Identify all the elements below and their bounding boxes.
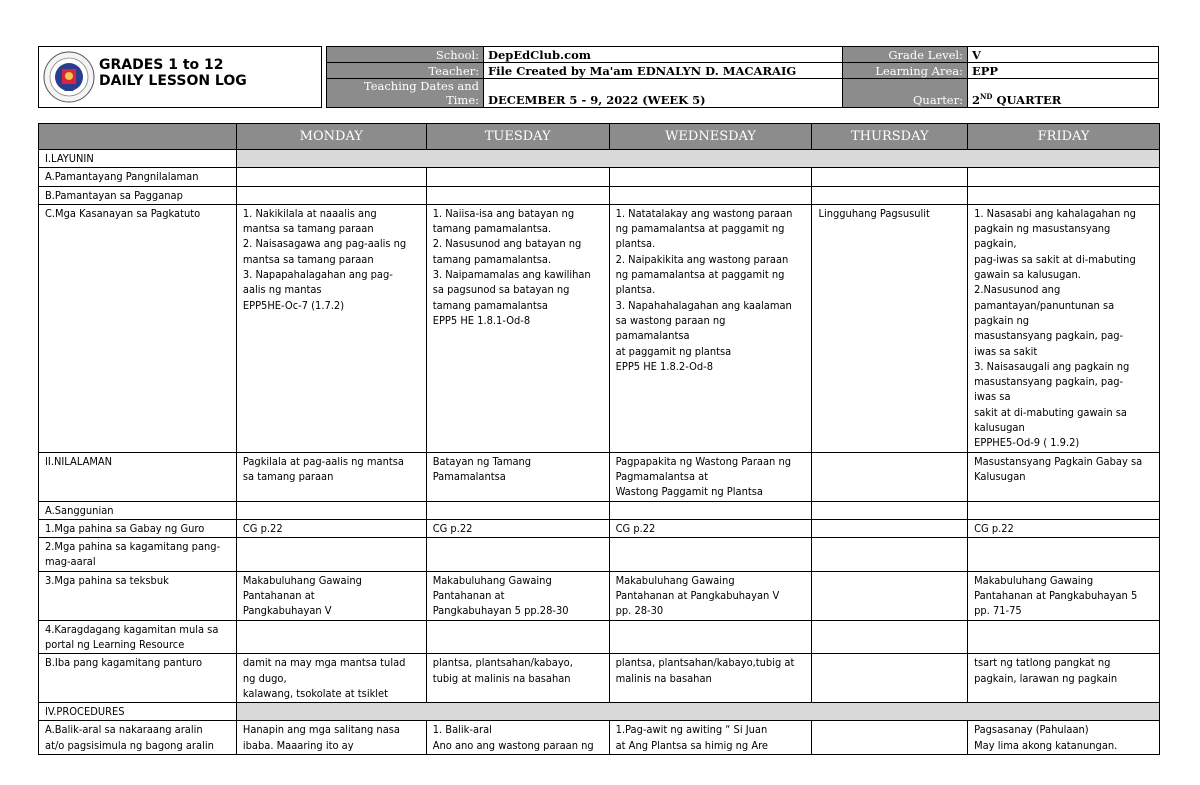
nilalaman-friday bbox=[968, 452, 1160, 501]
row-label-karagdagang-line2: portal ng Learning Resource bbox=[45, 637, 185, 651]
iba-tuesday bbox=[426, 654, 609, 703]
row-label-balik bbox=[39, 721, 237, 755]
kasanayan-wednesday bbox=[609, 204, 812, 452]
row-label-kagamitang-line2: mag-aaral bbox=[45, 555, 96, 569]
balik-tuesday bbox=[426, 721, 609, 755]
cell-line: at Ang Plantsa sa himig ng Are bbox=[615, 738, 769, 752]
cell-line: Batayan ng Tamang bbox=[432, 454, 532, 468]
cell-line: sa tamang paraan bbox=[242, 469, 334, 483]
cell-line: plantsa. bbox=[615, 283, 656, 297]
cell-line: tamang pamamalantsa. bbox=[432, 222, 552, 236]
cell-line: masustansyang pagkain, pag- bbox=[974, 329, 1124, 343]
cell-line: damit na may mga mantsa tulad bbox=[242, 656, 406, 670]
nilalaman-thursday bbox=[812, 452, 968, 501]
cell-line: Makabuluhang Gawaing bbox=[242, 573, 362, 587]
cell-line: pamamalantsa bbox=[615, 329, 690, 343]
cell-line: tsart ng tatlong pangkat ng bbox=[974, 656, 1111, 670]
grade-value: V bbox=[968, 47, 1159, 63]
section-band bbox=[236, 703, 1159, 721]
row-label-sanggunian: A.Sanggunian bbox=[39, 501, 237, 519]
iba-monday bbox=[236, 654, 426, 703]
balik-thursday bbox=[812, 721, 968, 755]
cell-line: Pagmamalantsa at bbox=[615, 469, 709, 483]
row-label-procedures: IV.PROCEDURES bbox=[39, 703, 237, 721]
row-label-pagganap: B.Pamantayan sa Pagganap bbox=[39, 186, 237, 204]
cell-line: pp. 28-30 bbox=[615, 604, 664, 618]
cell-line: ng dugo, bbox=[242, 671, 287, 685]
table-row bbox=[39, 654, 1160, 703]
cell-line: Pangkabuhayan 5 pp.28-30 bbox=[432, 604, 569, 618]
gabay-thursday bbox=[812, 519, 968, 537]
cell-line: mantsa sa tamang paraan bbox=[242, 222, 374, 236]
row-label-pangnilalaman: A.Pamantayang Pangnilalaman bbox=[39, 168, 237, 186]
day-header-tuesday: TUESDAY bbox=[426, 124, 609, 150]
cell-line: pamantayan/panuntunan sa bbox=[974, 298, 1115, 312]
cell bbox=[968, 501, 1160, 519]
cell bbox=[609, 186, 812, 204]
table-row bbox=[39, 721, 1160, 755]
day-header-friday: FRIDAY bbox=[968, 124, 1160, 150]
cell-line: Pagsasanay (Pahulaan) bbox=[974, 723, 1089, 737]
cell bbox=[236, 620, 426, 654]
header-title-box bbox=[38, 46, 322, 108]
row-label-balik-line1: A.Balik-aral sa nakaraang aralin bbox=[45, 723, 203, 737]
cell-line: plantsa, plantsahan/kabayo, bbox=[432, 656, 573, 670]
cell-line: Kalusugan bbox=[974, 469, 1026, 483]
cell-line: pagkain ng masustansyang bbox=[974, 222, 1111, 236]
gabay-friday: CG p.22 bbox=[968, 519, 1160, 537]
cell-line: pag-iwas sa sakit at di-mabuting bbox=[974, 252, 1136, 266]
lesson-log-table bbox=[38, 123, 1160, 755]
row-label-balik-line2: at/o pagsisimula ng bagong aralin bbox=[45, 738, 214, 752]
row-label-nilalaman: II.NILALAMAN bbox=[39, 452, 237, 501]
cell-line: Wastong Paggamit ng Plantsa bbox=[615, 485, 763, 499]
cell-line: tamang pamamalantsa bbox=[432, 298, 548, 312]
cell-line: Pantahanan at Pangkabuhayan 5 bbox=[974, 589, 1138, 603]
iba-friday bbox=[968, 654, 1160, 703]
quarter-value bbox=[968, 79, 1159, 108]
cell-line: Makabuluhang Gawaing bbox=[615, 573, 735, 587]
cell-line: 2. Naisasagawa ang pag-aalis ng bbox=[242, 237, 407, 251]
grade-label: Grade Level: bbox=[843, 47, 968, 63]
row-label-kagamitang-line1: 2.Mga pahina sa kagamitang pang- bbox=[45, 540, 221, 554]
table-row bbox=[39, 538, 1160, 572]
cell-line: masustansyang pagkain, pag- bbox=[974, 375, 1124, 389]
cell-line: tamang pamamalantsa. bbox=[432, 252, 552, 266]
cell bbox=[968, 186, 1160, 204]
row-label-kagamitang bbox=[39, 538, 237, 572]
school-value: DepEdClub.com bbox=[484, 47, 843, 63]
dates-label-line1: Teaching Dates and bbox=[363, 79, 479, 93]
cell-line: EPP5HE-Oc-7 (1.7.2) bbox=[242, 298, 345, 312]
kasanayan-thursday bbox=[812, 204, 968, 452]
teksbuk-friday bbox=[968, 571, 1160, 620]
balik-monday bbox=[236, 721, 426, 755]
cell bbox=[812, 186, 968, 204]
nilalaman-tuesday bbox=[426, 452, 609, 501]
cell-line: plantsa. bbox=[615, 237, 656, 251]
kasanayan-tuesday bbox=[426, 204, 609, 452]
cell-line: 2. Naipakikita ang wastong paraan bbox=[615, 252, 789, 266]
table-row bbox=[39, 204, 1160, 452]
gabay-wednesday: CG p.22 bbox=[609, 519, 812, 537]
row-label-kasanayan: C.Mga Kasanayan sa Pagkatuto bbox=[39, 204, 237, 452]
table-row bbox=[39, 150, 1160, 168]
cell bbox=[609, 538, 812, 572]
cell-line: Pantahanan at Pangkabuhayan V bbox=[615, 589, 780, 603]
header-title-line2: DAILY LESSON LOG bbox=[99, 73, 247, 89]
cell-line: 3. Napapahalagahan ang pag- bbox=[242, 268, 393, 282]
balik-wednesday bbox=[609, 721, 812, 755]
quarter-word: QUARTER bbox=[992, 93, 1062, 107]
quarter-label: Quarter: bbox=[843, 79, 968, 108]
dates-value: DECEMBER 5 - 9, 2022 (WEEK 5) bbox=[484, 79, 843, 108]
cell bbox=[812, 538, 968, 572]
cell bbox=[812, 501, 968, 519]
cell-line: May lima akong katanungan. bbox=[974, 738, 1118, 752]
cell-line: 1. Nakikilala at naaalis ang bbox=[242, 206, 377, 220]
teksbuk-tuesday bbox=[426, 571, 609, 620]
cell-line: Pagpapakita ng Wastong Paraan ng bbox=[615, 454, 792, 468]
cell-line: Pantahanan at bbox=[432, 589, 505, 603]
cell-line: 3. Napahahalagahan ang kaalaman bbox=[615, 298, 792, 312]
kasanayan-monday bbox=[236, 204, 426, 452]
row-label-iba: B.Iba pang kagamitang panturo bbox=[39, 654, 237, 703]
cell bbox=[426, 620, 609, 654]
gabay-monday: CG p.22 bbox=[236, 519, 426, 537]
cell bbox=[236, 538, 426, 572]
cell-line: EPP5 HE 1.8.1-Od-8 bbox=[432, 313, 531, 327]
cell bbox=[968, 538, 1160, 572]
gabay-tuesday: CG p.22 bbox=[426, 519, 609, 537]
cell bbox=[609, 501, 812, 519]
row-label-teksbuk: 3.Mga pahina sa teksbuk bbox=[39, 571, 237, 620]
cell-line: Masustansyang Pagkain Gabay sa bbox=[974, 454, 1143, 468]
teksbuk-thursday bbox=[812, 571, 968, 620]
cell-line: tubig at malinis na basahan bbox=[432, 671, 571, 685]
header-title-line1: GRADES 1 to 12 bbox=[99, 57, 224, 73]
row-label-layunin: I.LAYUNIN bbox=[39, 150, 237, 168]
nilalaman-monday bbox=[236, 452, 426, 501]
cell bbox=[609, 168, 812, 186]
corner-header bbox=[39, 124, 237, 150]
cell-line: Pagkilala at pag-aalis ng mantsa bbox=[242, 454, 404, 468]
row-label-karagdagang-line1: 4.Karagdagang kagamitan mula sa bbox=[45, 622, 219, 636]
cell-line: ng pamamalantsa at paggamit ng bbox=[615, 268, 785, 282]
cell-line: Hanapin ang mga salitang nasa bbox=[242, 723, 400, 737]
cell-line: Pamamalantsa bbox=[432, 469, 506, 483]
cell-line: 1. Natatalakay ang wastong paraan bbox=[615, 206, 793, 220]
cell-line: EPP5 HE 1.8.2-Od-8 bbox=[615, 359, 714, 373]
cell-line: pagkain, bbox=[974, 237, 1017, 251]
cell-line: kalawang, tsokolate at tsiklet bbox=[242, 686, 389, 700]
cell bbox=[609, 620, 812, 654]
cell-line: ng pamamalantsa at paggamit ng bbox=[615, 222, 785, 236]
teacher-value: File Created by Ma'am EDNALYN D. MACARAIG bbox=[484, 63, 843, 79]
cell-line: 2. Nasusunod ang batayan ng bbox=[432, 237, 582, 251]
cell bbox=[236, 168, 426, 186]
dates-label-line2: Time: bbox=[446, 93, 479, 107]
cell bbox=[426, 186, 609, 204]
cell-line: 2.Nasusunod ang bbox=[974, 283, 1061, 297]
cell-line: kalusugan bbox=[974, 421, 1025, 435]
area-value: EPP bbox=[968, 63, 1159, 79]
teksbuk-monday bbox=[236, 571, 426, 620]
teksbuk-wednesday bbox=[609, 571, 812, 620]
cell-line: iwas sa bbox=[974, 390, 1011, 404]
cell-line: mantsa sa tamang paraan bbox=[242, 252, 374, 266]
day-header-monday: MONDAY bbox=[236, 124, 426, 150]
cell bbox=[426, 168, 609, 186]
area-label: Learning Area: bbox=[843, 63, 968, 79]
table-row bbox=[39, 703, 1160, 721]
teacher-label: Teacher: bbox=[327, 63, 484, 79]
table-row bbox=[39, 452, 1160, 501]
cell bbox=[426, 501, 609, 519]
iba-thursday bbox=[812, 654, 968, 703]
table-row bbox=[39, 620, 1160, 654]
cell-line: Lingguhang Pagsusulit bbox=[818, 206, 930, 220]
dates-label bbox=[327, 79, 484, 108]
cell-line: 1. Balik-aral bbox=[432, 723, 492, 737]
cell-line: iwas sa sakit bbox=[974, 344, 1038, 358]
quarter-suffix: ND bbox=[980, 92, 993, 102]
quarter-number: 2 bbox=[972, 93, 981, 107]
cell bbox=[812, 168, 968, 186]
table-row bbox=[39, 519, 1160, 537]
cell-line: Pantahanan at bbox=[242, 589, 315, 603]
cell-line: aalis ng mantas bbox=[242, 283, 322, 297]
cell-line: plantsa, plantsahan/kabayo,tubig at bbox=[615, 656, 795, 670]
table-row bbox=[39, 501, 1160, 519]
cell-line: sakit at di-mabuting gawain sa bbox=[974, 405, 1127, 419]
cell-line: at paggamit ng plantsa bbox=[615, 344, 732, 358]
cell bbox=[968, 620, 1160, 654]
cell-line: malinis na basahan bbox=[615, 671, 712, 685]
school-label: School: bbox=[327, 47, 484, 63]
day-header-thursday: THURSDAY bbox=[812, 124, 968, 150]
cell-line: 3. Naisasaugali ang pagkain ng bbox=[974, 359, 1130, 373]
table-row bbox=[39, 186, 1160, 204]
cell-line: Makabuluhang Gawaing bbox=[974, 573, 1094, 587]
header-info-table bbox=[326, 46, 1159, 108]
cell-line: pagkain ng bbox=[974, 313, 1030, 327]
cell-line: Makabuluhang Gawaing bbox=[432, 573, 552, 587]
cell-line: pp. 71-75 bbox=[974, 604, 1022, 618]
table-row bbox=[39, 168, 1160, 186]
cell-line: EPPHE5-Od-9 ( 1.9.2) bbox=[974, 436, 1080, 450]
cell-line: 1. Nasasabi ang kahalagahan ng bbox=[974, 206, 1136, 220]
cell-line: Pangkabuhayan V bbox=[242, 604, 332, 618]
table-row bbox=[39, 571, 1160, 620]
cell-line: ibaba. Maaaring ito ay bbox=[242, 738, 354, 752]
section-band bbox=[236, 150, 1159, 168]
cell-line: 1.Pag-awit ng awiting “ Si Juan bbox=[615, 723, 768, 737]
cell-line: gawain sa kalusugan. bbox=[974, 268, 1081, 282]
kasanayan-friday bbox=[968, 204, 1160, 452]
iba-wednesday bbox=[609, 654, 812, 703]
cell-line: sa wastong paraan ng bbox=[615, 313, 726, 327]
cell bbox=[812, 620, 968, 654]
cell bbox=[426, 538, 609, 572]
nilalaman-wednesday bbox=[609, 452, 812, 501]
cell-line: 3. Naipamamalas ang kawilihan bbox=[432, 268, 591, 282]
row-label-gabay: 1.Mga pahina sa Gabay ng Guro bbox=[39, 519, 237, 537]
cell-line: Ano ano ang wastong paraan ng bbox=[432, 738, 594, 752]
cell bbox=[236, 186, 426, 204]
row-label-karagdagang bbox=[39, 620, 237, 654]
day-header-wednesday: WEDNESDAY bbox=[609, 124, 812, 150]
cell-line: pagkain, larawan ng pagkain bbox=[974, 671, 1118, 685]
balik-friday bbox=[968, 721, 1160, 755]
cell-line: 1. Naiisa-isa ang batayan ng bbox=[432, 206, 575, 220]
cell bbox=[236, 501, 426, 519]
cell-line: sa pagsunod sa batayan ng bbox=[432, 283, 570, 297]
deped-seal-icon bbox=[43, 51, 95, 103]
cell bbox=[968, 168, 1160, 186]
